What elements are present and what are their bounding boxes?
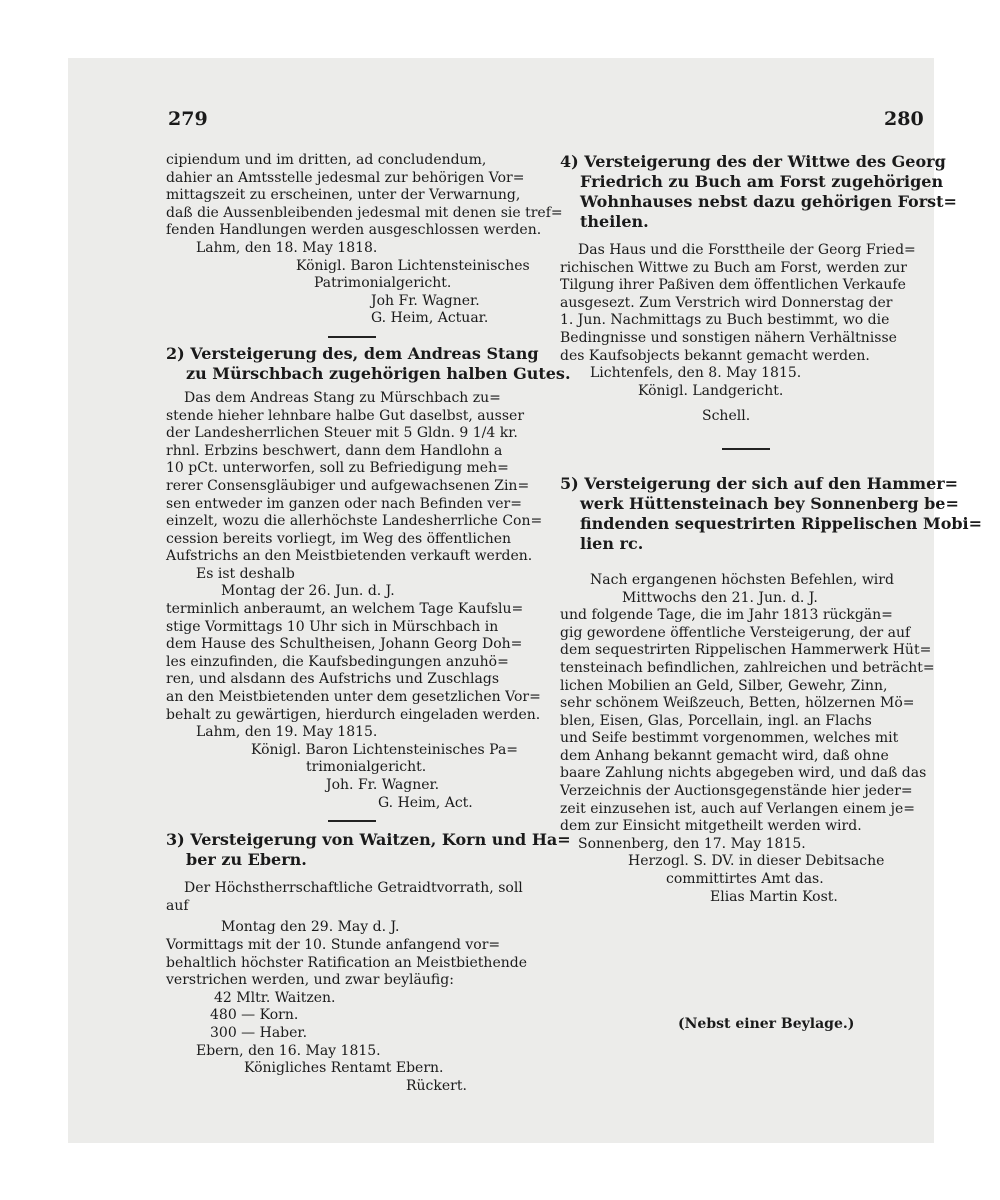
notice-2-heading: 2) Versteigerung des, dem Andreas Stang xyxy=(166,343,539,363)
notice-5-heading: lien rc. xyxy=(580,533,644,553)
text-line: des Kaufsobjects bekannt gemacht werden. xyxy=(560,347,870,364)
notice-4-heading: 4) Versteigerung des der Wittwe des Georg xyxy=(560,152,946,171)
notice-4 xyxy=(560,152,957,426)
text-line: les einzufinden, die Kaufsbedingungen anzuhö= xyxy=(166,653,509,670)
text-line: Der Höchstherrschaftliche Getraidtvorrath, soll xyxy=(184,880,523,897)
intro-sign-4: G. Heim, Actuar. xyxy=(371,310,489,327)
notice-date: Lahm, den 19. May 1815. xyxy=(196,724,378,741)
text-line: zeit einzusehen ist, auch auf Verlangen einem je= xyxy=(560,800,915,817)
text-line: und Seife bestimmt vorgenommen, welches mit xyxy=(560,730,899,747)
signature-line: Königliches Rentamt Ebern. xyxy=(244,1060,444,1077)
signature-line: Königl. Baron Lichtensteinisches Pa= xyxy=(251,741,519,758)
text-line: Bedingnisse und sonstigen nähern Verhältnisse xyxy=(560,329,897,346)
notice-5-heading: findenden sequestrirten Rippelischen Mobi= xyxy=(580,513,983,533)
text-line: stige Vormittags 10 Uhr sich in Mürschbach in xyxy=(166,618,499,635)
text-line: Tilgung ihrer Paßiven dem öffentlichen Verkaufe xyxy=(560,277,906,294)
text-line: dem Anhang bekannt gemacht wird, daß ohne xyxy=(560,747,889,764)
intro-date: Lahm, den 18. May 1818. xyxy=(196,239,378,256)
text-line: cipiendum und im dritten, ad concludendum, xyxy=(166,152,487,168)
text-line: behaltlich höchster Ratification an Meistbiethende xyxy=(166,954,527,971)
text-line: baare Zahlung nichts abgegeben wird, und daß das xyxy=(560,765,927,782)
text-line: dem sequestrirten Rippelischen Hammerwerk Hüt= xyxy=(560,642,932,659)
intro-sign-3: Joh Fr. Wagner. xyxy=(371,292,480,309)
text-line: Nach ergangenen höchsten Befehlen, wird xyxy=(590,571,894,588)
text-line: 10 pCt. unterworfen, soll zu Befriedigung meh= xyxy=(166,460,509,477)
text-line: an den Meistbietenden unter dem gesetzlichen Vor= xyxy=(166,689,541,706)
left-column xyxy=(166,152,571,1095)
left-page-number: 279 xyxy=(168,108,208,130)
text-line: behalt zu gewärtigen, hierdurch eingeladen werden. xyxy=(166,706,541,723)
text-line: dem zur Einsicht mitgetheilt werden wird. xyxy=(560,818,862,835)
notice-date: Sonnenberg, den 17. May 1815. xyxy=(578,835,806,852)
separator xyxy=(328,820,376,822)
notice-5-heading: 5) Versteigerung der sich auf den Hammer= xyxy=(560,473,959,493)
text-line: verstrichen werden, und zwar beyläufig: xyxy=(166,972,454,989)
text-line: ren, und alsdann des Aufstrichs und Zuschlags xyxy=(166,671,500,688)
text-line: dem Hause des Schultheisen, Johann Georg Doh= xyxy=(166,636,523,653)
separator xyxy=(722,448,770,450)
signature-line: committirtes Amt das. xyxy=(666,871,824,888)
auction-date: Montag der 26. Jun. d. J. xyxy=(221,583,395,600)
notice-3 xyxy=(166,830,571,1095)
text-line: lichen Mobilien an Geld, Silber, Gewehr, Zinn, xyxy=(560,677,888,694)
text-line: ausgesezt. Zum Verstrich wird Donnerstag der xyxy=(560,294,893,311)
signature-line: trimonialgericht. xyxy=(306,759,427,776)
text-line: gig gewordene öffentliche Versteigerung, der auf xyxy=(560,624,911,641)
signature-line: Herzogl. S. DV. in dieser Debitsache xyxy=(628,853,885,870)
text-line: terminlich anberaumt, an welchem Tage Kaufslu= xyxy=(166,601,524,618)
text-line: der Landesherrlichen Steuer mit 5 Gldn. 9 1/4 kr. xyxy=(166,425,518,442)
notice-4-heading: Friedrich zu Buch am Forst zugehörigen xyxy=(580,172,944,191)
notice-3-heading: 3) Versteigerung von Waitzen, Korn und Ha= xyxy=(166,830,571,850)
text-line: tensteinach befindlichen, zahlreichen und beträcht= xyxy=(560,659,935,676)
grain-item: 42 Mltr. Waitzen. xyxy=(214,989,336,1006)
supplement-note: (Nebst einer Beylage.) xyxy=(678,1016,855,1033)
text-line: rerer Consensgläubiger und aufgewachsenen Zin= xyxy=(166,477,530,494)
notice-4-heading: Wohnhauses nebst dazu gehörigen Forst= xyxy=(580,192,957,211)
notice-5 xyxy=(560,473,983,906)
signature-line: Königl. Landgericht. xyxy=(638,382,784,399)
notice-date: Ebern, den 16. May 1815. xyxy=(196,1042,381,1059)
text-line: auf xyxy=(166,897,189,914)
notice-2 xyxy=(166,343,571,812)
text-line: Aufstrichs an den Meistbietenden verkauft werden. xyxy=(166,548,533,565)
text-line: Vormittags mit der 10. Stunde anfangend vor= xyxy=(166,936,501,953)
notice-5-heading: werk Hüttensteinach bey Sonnenberg be= xyxy=(580,493,959,513)
signature-line: Elias Martin Kost. xyxy=(710,888,838,905)
separator xyxy=(328,336,376,338)
signature-line: Rückert. xyxy=(406,1077,467,1094)
auction-date: Montag den 29. May d. J. xyxy=(221,919,400,936)
text-line: sehr schönem Weißzeuch, Betten, hölzernen Mö= xyxy=(560,695,915,712)
intro-sign-1: Königl. Baron Lichtensteinisches xyxy=(296,257,530,274)
notice-2-heading: zu Mürschbach zugehörigen halben Gutes. xyxy=(186,363,571,383)
signature-line: Joh. Fr. Wagner. xyxy=(326,777,440,793)
text-line: richischen Wittwe zu Buch am Forst, werden zur xyxy=(560,259,907,276)
text-line: rhnl. Erbzins beschwert, dann dem Handlohn a xyxy=(166,442,503,459)
grain-item: 480 — Korn. xyxy=(210,1007,299,1024)
text-line: Es ist deshalb xyxy=(196,565,295,582)
right-page-number: 280 xyxy=(884,108,924,130)
text-line: fenden Handlungen werden ausgeschlossen werden. xyxy=(166,222,542,239)
notice-date: Lichtenfels, den 8. May 1815. xyxy=(590,365,802,382)
text-line: dahier an Amtsstelle jedesmal zur behörigen Vor= xyxy=(166,169,525,186)
notice-3-heading: ber zu Ebern. xyxy=(186,850,307,870)
text-line: Das Haus und die Forsttheile der Georg Fried= xyxy=(578,242,916,258)
right-column xyxy=(560,152,983,1034)
signature-line: G. Heim, Act. xyxy=(378,794,473,811)
text-line: einzelt, wozu die allerhöchste Landesherrliche Con= xyxy=(166,513,543,530)
text-line: blen, Eisen, Glas, Porcellain, ingl. an Flachs xyxy=(560,712,872,729)
text-line: stende hieher lehnbare halbe Gut daselbst, ausser xyxy=(166,407,525,424)
text-line: Das dem Andreas Stang zu Mürschbach zu= xyxy=(184,389,501,406)
text-line: und folgende Tage, die im Jahr 1813 rückgän= xyxy=(560,607,893,624)
intro-sign-2: Patrimonialgericht. xyxy=(314,275,452,292)
text-line: cession bereits vorliegt, im Weg des öffentlichen xyxy=(166,530,512,547)
grain-item: 300 — Haber. xyxy=(210,1024,308,1041)
text-line: daß die Aussenbleibenden jedesmal mit denen sie tref= xyxy=(166,204,563,221)
text-line: Verzeichnis der Auctionsgegenstände hier jeder= xyxy=(560,783,913,800)
notice-4-heading: theilen. xyxy=(580,212,649,231)
text-line: sen entweder im ganzen oder nach Befinden ver= xyxy=(166,495,522,512)
text-line: mittagszeit zu erscheinen, unter der Verwarnung, xyxy=(166,187,521,204)
signature-line: Schell. xyxy=(702,408,751,425)
text-line: 1. Jun. Nachmittags zu Buch bestimmt, wo die xyxy=(560,312,890,329)
intro-text xyxy=(166,152,563,240)
auction-date: Mittwochs den 21. Jun. d. J. xyxy=(622,589,818,606)
